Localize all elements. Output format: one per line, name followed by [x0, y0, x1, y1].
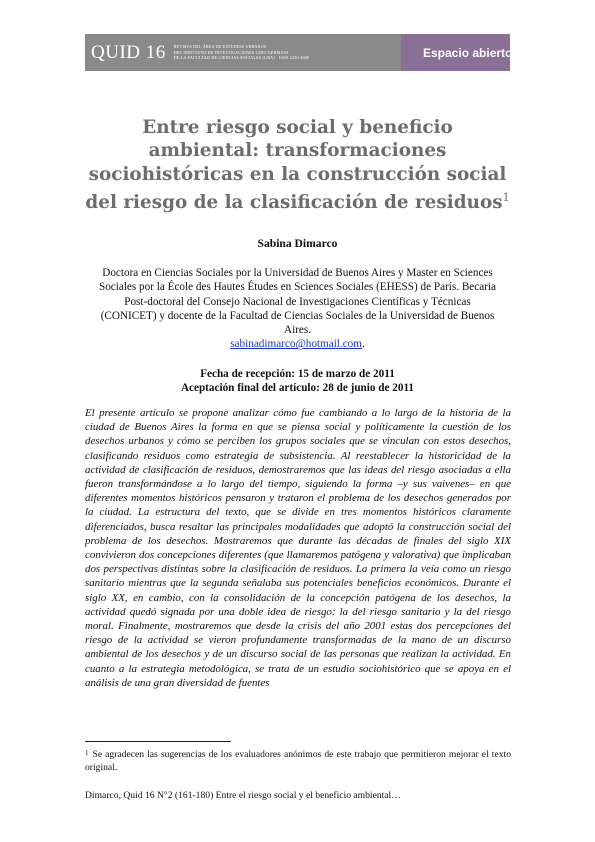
journal-logo: QUID 16	[91, 41, 166, 63]
author-email-link[interactable]: sabinadimarco@hotmail.com	[230, 338, 362, 351]
journal-banner	[85, 34, 513, 71]
footnote-text: Se agradecen las sugerencias de los evaluadores anónimos de este trabajo que permitieron mejorar el texto original.	[85, 749, 511, 774]
accepted-date: Aceptación final del artículo: 28 de junio de 2011	[180, 382, 415, 395]
email-suffix: .	[361, 338, 365, 351]
article-dates	[85, 367, 510, 395]
title-footnote-mark[interactable]: 1	[502, 191, 510, 205]
page-footer: Dimarco, Quid 16 N°2 (161-180) Entre el riesgo social y el beneficio ambiental…	[85, 790, 401, 801]
article-title-text: Entre riesgo social y beneficio ambiental: transformaciones sociohistóricas en la construcción social del riesgo de la clasificación de residuos	[85, 117, 507, 214]
journal-masthead	[85, 34, 401, 71]
journal-description	[174, 44, 310, 61]
abstract-text: El presente artículo se propone analizar cómo fue cambiando a lo largo de la historia de la ciudad de Buenos Aires la forma en que se piensa social y políticamente la cuestión de los desechos urbanos y cómo se perciben los grupos sociales que se vinculan con estos desechos, clasificando residuos como estrategia de subsistencia. Al reestablecer la historicidad de la actividad de clasificación de residuos, demostraremos que las ideas del riesgo asociadas a ella fueron transformándose a lo largo del tiempo, siguiendo la forma –y sus vaivenes– en que diferentes momentos históricos pensaron y trataron el problema de los desechos generados por la ciudad. La estructura del texto, que se divide en tres momentos históricos claramente diferenciados, busca resaltar las principales modalidades que adoptó la construcción social del problema de los desechos. Mostraremos que durante las décadas de finales del siglo XIX convivieron dos concepciones diferentes (que llamaremos patógena y valorativa) que implicaban dos perspectivas distintas sobre la clasificación de residuos. La primera la veía como un riesgo sanitario mientras que la segunda señalaba sus potenciales beneficios económicos. Durante el siglo XX, en cambio, con la consolidación de la concepción patógena de los desechos, la actividad quedó signada por una doble idea de riesgo: la del riesgo sanitario y la del riesgo moral. Finalmente, mostraremos que desde la crisis del año 2001 estas dos percepciones del riesgo de la actividad se vieron profundamente transformadas de la mano de un discurso ambiental de los desechos y de un discurso social de las personas que realizan la actividad. En cuanto a la estrategia metodológica, se trata de un estudio sociohistórico que se apoya en el análisis de una gran diversidad de fuentes	[85, 407, 511, 689]
received-date: Fecha de recepción: 15 de marzo de 2011	[200, 368, 395, 380]
footnote	[85, 747, 511, 775]
journal-description-line: DE LA FACULTAD DE CIENCIAS SOCIALES (UBA) · ISSN 2250-4060	[173, 55, 310, 61]
footnote-mark: 1	[85, 749, 89, 757]
author-name: Sabina Dimarco	[257, 237, 338, 250]
article-title	[85, 116, 510, 215]
author-affiliation	[96, 266, 499, 352]
section-label: Espacio abierto	[401, 34, 510, 71]
journal-description-line: DEL INSTITUTO DE INVESTIGACIONES GINO GERMANI	[173, 49, 289, 55]
journal-description-line: REVISTA DEL ÁREA DE ESTUDIOS URBANOS	[173, 44, 267, 50]
footnote-divider	[85, 741, 231, 742]
affiliation-text: Doctora en Ciencias Sociales por la Universidad de Buenos Aires y Master en Sciences Sociales por la École des Hautes Études en Sciences Sociales (EHESS) de París. Becaria Post-doctoral del Consejo Nacional de Investigaciones Científicas y Técnicas (CONICET) y docente de la Facultad de Ciencias Sociales de la Universidad de Buenos Aires.	[98, 267, 497, 337]
